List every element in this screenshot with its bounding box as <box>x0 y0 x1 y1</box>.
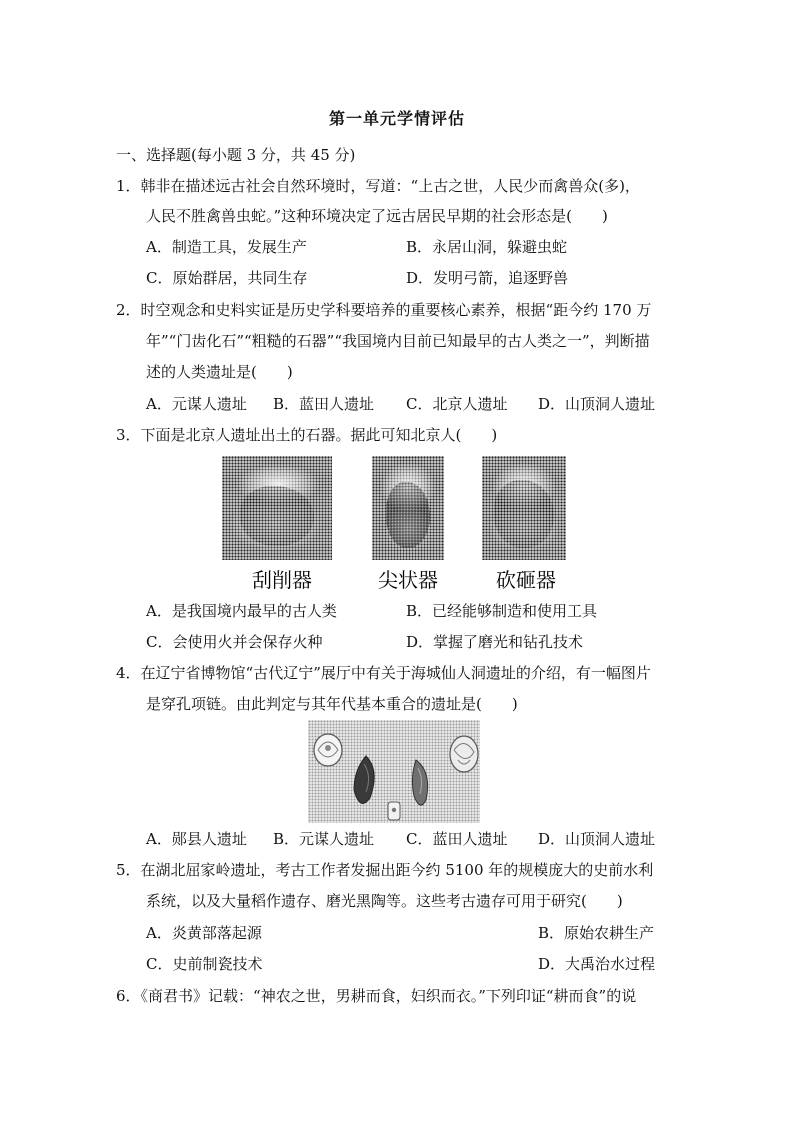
section-heading: 一、选择题(每小题 3 分，共 45 分) <box>116 146 356 164</box>
q3-option-b: B．已经能够制造和使用工具 <box>406 602 598 620</box>
q5-line1: 5．在湖北屈家岭遗址，考古工作者发掘出距今约 5100 年的规模庞大的史前水利 <box>116 861 654 879</box>
q5-option-d: D．大禹治水过程 <box>538 955 656 973</box>
q2-option-a: A．元谋人遗址 <box>146 395 247 413</box>
q1-line1: 1．韩非在描述远古社会自然环境时，写道：“上古之世，人民少而禽兽众(多)， <box>116 177 640 195</box>
q6-line1: 6．《商君书》记载：“神农之世，男耕而食，妇织而衣。”下列印证“耕而食”的说 <box>116 987 637 1005</box>
q4-line1: 4．在辽宁省博物馆“古代辽宁”展厅中有关于海城仙人洞遗址的介绍，有一幅图片 <box>116 664 651 682</box>
q3-option-a: A．是我国境内最早的古人类 <box>146 602 337 620</box>
scraper-stone-image <box>222 456 332 560</box>
perforated-necklace-image <box>308 720 480 823</box>
q5-option-c: C．史前制瓷技术 <box>146 955 263 973</box>
q3-option-c: C．会使用火并会保存火种 <box>146 633 323 651</box>
q1-option-a: A．制造工具，发展生产 <box>146 238 307 256</box>
q2-line1: 2．时空观念和史料实证是历史学科要培养的重要核心素养，根据“距今约 170 万 <box>116 301 652 319</box>
q1-option-b: B．永居山洞，躲避虫蛇 <box>406 238 568 256</box>
q2-option-c: C．北京人遗址 <box>406 395 508 413</box>
q4-option-d: D．山顶洞人遗址 <box>538 830 656 848</box>
q4-line2: 是穿孔项链。由此判定与其年代基本重合的遗址是( ) <box>146 695 518 713</box>
q4-option-a: A．郧县人遗址 <box>146 830 247 848</box>
page-title: 第一单元学情评估 <box>328 109 465 128</box>
q4-option-b: B．元谋人遗址 <box>273 830 375 848</box>
chopper-stone-image <box>482 456 566 560</box>
q5-line2: 系统，以及大量稻作遗存、磨光黑陶等。这些考古遗存可用于研究( ) <box>146 892 623 910</box>
q1-option-c: C．原始群居，共同生存 <box>146 269 308 287</box>
q2-line2: 年”“门齿化石”“粗糙的石器”“我国境内目前已知最早的古人类之一”，判断描 <box>146 332 650 350</box>
necklace-illustration <box>308 720 480 823</box>
q2-option-b: B．蓝田人遗址 <box>273 395 375 413</box>
q3-option-d: D．掌握了磨光和钻孔技术 <box>406 633 584 651</box>
tool-label-chopper: 砍砸器 <box>496 568 556 592</box>
q5-option-b: B．原始农耕生产 <box>538 924 655 942</box>
q3-line1: 3．下面是北京人遗址出土的石器。据此可知北京人( ) <box>116 426 498 444</box>
q5-option-a: A．炎黄部落起源 <box>146 924 262 942</box>
q2-option-d: D．山顶洞人遗址 <box>538 395 656 413</box>
q1-option-d: D．发明弓箭，追逐野兽 <box>406 269 569 287</box>
point-stone-image <box>372 456 444 560</box>
q1-line2: 人民不胜禽兽虫蛇。”这种环境决定了远古居民早期的社会形态是( ) <box>146 207 608 225</box>
tool-label-point: 尖状器 <box>378 568 438 592</box>
q2-line3: 述的人类遗址是( ) <box>146 363 293 381</box>
q4-option-c: C．蓝田人遗址 <box>406 830 508 848</box>
tool-label-scraper: 刮削器 <box>252 568 312 592</box>
